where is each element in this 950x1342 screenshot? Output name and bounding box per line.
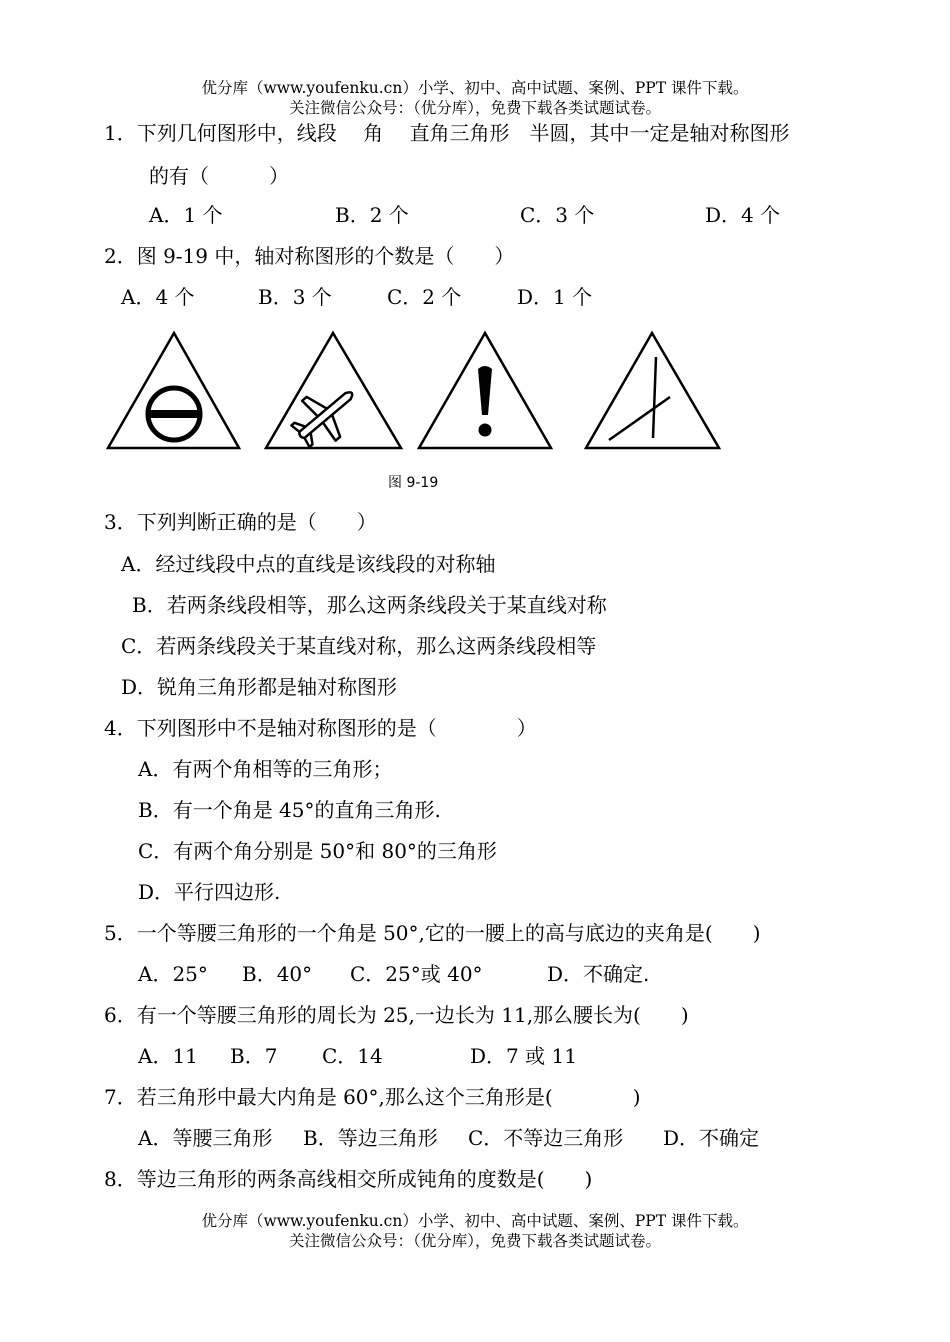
- q6-option-b: B．7: [230, 1044, 278, 1068]
- q7-option-c: C．不等边三角形: [468, 1126, 624, 1150]
- q5-option-a: A．25°: [138, 962, 208, 986]
- triangle-exclamation-sign: [419, 333, 551, 448]
- q2-stem: 2．图 9-19 中，轴对称图形的个数是（ ）: [104, 244, 515, 268]
- triangle-airplane-sign: [266, 333, 401, 455]
- q7-option-a: A．等腰三角形: [138, 1126, 273, 1150]
- q2-option-d: D．1 个: [517, 285, 593, 309]
- q3-option-d: D．锐角三角形都是轴对称图形: [121, 675, 398, 699]
- q2-option-c: C．2 个: [387, 285, 462, 309]
- q1-option-c: C．3 个: [520, 203, 595, 227]
- q7-stem: 7．若三角形中最大内角是 60°,那么这个三角形是( ): [104, 1085, 641, 1109]
- q5-option-c: C．25°或 40°: [350, 962, 483, 986]
- q1-stem-line2: 的有（ ）: [149, 164, 289, 188]
- q5-stem: 5．一个等腰三角形的一个角是 50°,它的一腰上的高与底边的夹角是( ): [104, 921, 761, 945]
- q5-option-d: D．不确定.: [547, 962, 650, 986]
- q3-stem: 3．下列判断正确的是（ ）: [104, 510, 377, 534]
- figure-9-19: [100, 325, 730, 455]
- q6-option-d: D．7 或 11: [470, 1044, 577, 1068]
- q1-option-d: D．4 个: [705, 203, 781, 227]
- footer-line-1: 优分库（www.youfenku.cn）小学、初中、高中试题、案例、PPT 课件下载。: [201, 1212, 749, 1230]
- q4-option-c: C．有两个角分别是 50°和 80°的三角形: [138, 839, 497, 863]
- footer-line-2: 关注微信公众号：（优分库），免费下载各类试题试卷。: [288, 1232, 661, 1250]
- q3-option-a: A．经过线段中点的直线是该线段的对称轴: [121, 552, 496, 576]
- q8-stem: 8．等边三角形的两条高线相交所成钝角的度数是( ): [104, 1167, 593, 1191]
- q4-option-d: D．平行四边形.: [138, 880, 281, 904]
- q5-option-b: B．40°: [242, 962, 313, 986]
- q4-option-a: A．有两个角相等的三角形；: [138, 757, 393, 781]
- triangle-crossing-lines-sign: [586, 333, 719, 448]
- q1-option-b: B．2 个: [335, 203, 409, 227]
- q2-option-b: B．3 个: [258, 285, 332, 309]
- q2-option-a: A．4 个: [121, 285, 195, 309]
- q7-option-b: B．等边三角形: [303, 1126, 438, 1150]
- q7-option-d: D．不确定: [663, 1126, 760, 1150]
- q3-option-b: B．若两条线段相等，那么这两条线段关于某直线对称: [132, 593, 607, 617]
- header-line-1: 优分库（www.youfenku.cn）小学、初中、高中试题、案例、PPT 课件下载。: [201, 79, 749, 97]
- q3-option-c: C．若两条线段关于某直线对称，那么这两条线段相等: [121, 634, 597, 658]
- q4-option-b: B．有一个角是 45°的直角三角形.: [138, 798, 441, 822]
- q1-option-a: A．1 个: [149, 203, 223, 227]
- figure-caption: 图 9-19: [388, 475, 439, 491]
- q1-stem-line1: 1．下列几何图形中，线段 角 直角三角形 半圆，其中一定是轴对称图形: [104, 121, 790, 145]
- q6-stem: 6．有一个等腰三角形的周长为 25,一边长为 11,那么腰长为( ): [104, 1003, 689, 1027]
- q4-stem: 4．下列图形中不是轴对称图形的是（ ）: [104, 716, 537, 740]
- q6-option-a: A．11: [138, 1044, 198, 1068]
- triangle-no-entry-sign: [108, 333, 239, 448]
- header-line-2: 关注微信公众号：（优分库），免费下载各类试题试卷。: [288, 99, 661, 117]
- q6-option-c: C．14: [322, 1044, 383, 1068]
